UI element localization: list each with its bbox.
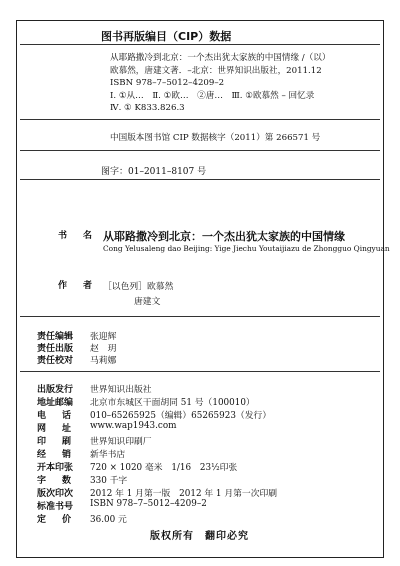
pub-value: 720 × 1020 毫米 1/16 23½印张 — [90, 463, 238, 473]
author-line: 唐建文 — [134, 297, 161, 307]
pub-label: 经销 — [37, 450, 88, 460]
pub-value: 2012 年 1 月第一版 2012 年 1 月第一次印刷 — [90, 489, 278, 499]
staff-value: 马莉娜 — [90, 356, 117, 366]
pub-label: 标准书号 — [37, 502, 74, 512]
book-title-pinyin: Cong Yelusaleng dao Beijing: Yige Jiechu Youtaijiazu de Zhongguo Qingyuan — [103, 244, 390, 253]
pub-label: 定价 — [37, 515, 88, 525]
pub-value: 330 千字 — [90, 476, 128, 486]
author-label: 作者 — [58, 281, 109, 291]
staff-label: 责任出版 — [37, 344, 74, 354]
staff-label: 责任校对 — [37, 356, 74, 366]
cip-line: 欧慕然，唐建文著．–北京：世界知识出版社，2011.12 — [110, 65, 322, 76]
pub-label: 印刷 — [37, 437, 88, 447]
staff-value: 张迎辉 — [90, 332, 117, 342]
pub-value: 010–65265925（编辑）65265923（发行） — [90, 411, 272, 421]
pub-value: 世界知识印刷厂 — [90, 437, 152, 447]
staff-value: 赵 玥 — [90, 344, 117, 354]
cip-line: Ⅰ. ①从… Ⅱ. ①欧… ②唐… Ⅲ. ①欧慕然 – 回忆录 — [110, 90, 315, 101]
pub-label: 版次印次 — [37, 489, 74, 499]
pub-label: 网址 — [37, 424, 88, 434]
divider — [20, 150, 380, 151]
pub-label: 地址邮编 — [37, 398, 74, 408]
divider — [20, 179, 380, 180]
pub-value: 北京市东城区干面胡同 51 号（100010） — [90, 398, 255, 408]
divider — [20, 44, 380, 45]
pub-value: 36.00 元 — [90, 515, 127, 525]
author-line: ［以色列］欧慕然 — [103, 282, 174, 292]
cip-line: ISBN 978–7–5012–4209–2 — [110, 78, 225, 88]
cip-line: Ⅳ. ① K833.826.3 — [110, 103, 185, 113]
pub-label: 出版发行 — [37, 385, 74, 395]
title-label: 书名 — [58, 231, 109, 241]
book-title: 从耶路撒冷到北京：一个杰出犹太家族的中国情缘 — [103, 230, 345, 243]
pub-label: 字数 — [37, 476, 88, 486]
cip-title: 图书再版编目（CIP）数据 — [101, 30, 232, 43]
cip-record — [110, 52, 330, 115]
cip-verify-line: 中国版本图书馆 CIP 数据核字（2011）第 266571 号 — [110, 133, 321, 143]
divider — [20, 371, 380, 372]
pub-value: www.wap1943.com — [90, 421, 177, 431]
pub-label: 开本印张 — [37, 463, 74, 473]
pub-value: 新华书店 — [90, 450, 126, 460]
pub-label: 电话 — [37, 411, 88, 421]
copyright-notice: 版权所有 翻印必究 — [150, 531, 249, 542]
cip-id-line: 图字：01–2011–8107 号 — [101, 167, 207, 177]
divider — [20, 316, 380, 317]
pub-value: 世界知识出版社 — [90, 385, 152, 395]
staff-label: 责任编辑 — [37, 332, 74, 342]
cip-line: 从耶路撒冷到北京：一个杰出犹太家族的中国情缘 /（以） — [110, 53, 331, 63]
divider — [20, 119, 380, 120]
pub-value: ISBN 978–7–5012–4209–2 — [90, 499, 207, 509]
